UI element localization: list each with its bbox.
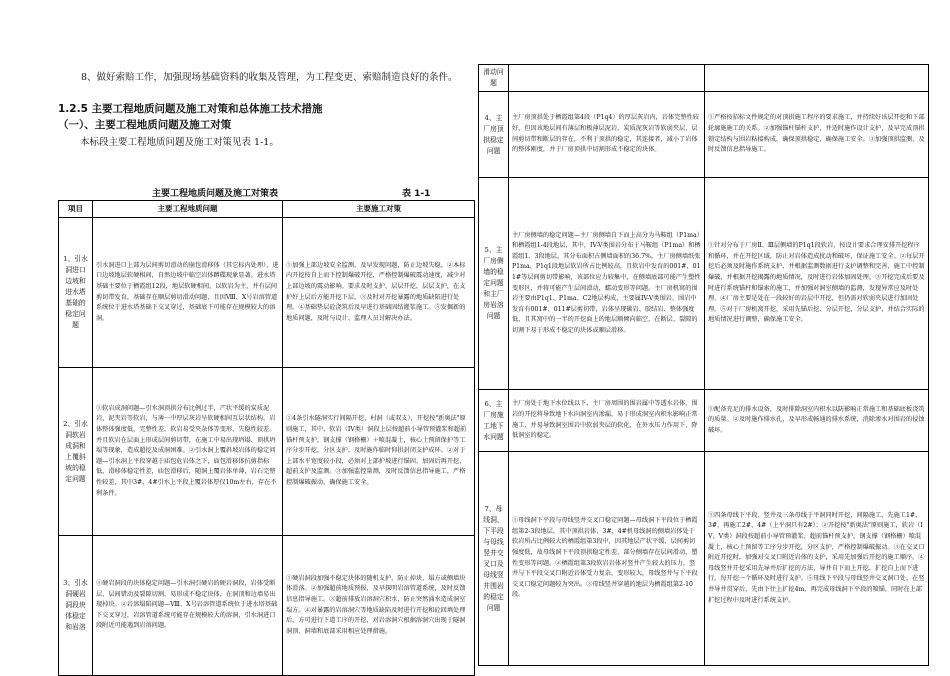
row-measure: ①硬岩洞段加强不稳定块体的随机支护，防止掉块、塌方或侧墙块体滑落。②加强超前地质预报，及早探明岩溶管道系统，及时反馈信息指导施工。③超前排放岩溶洞穴积水，防止突然涌水造成洞室塌方。④对暴露的岩溶洞穴等地质缺陷及时进行开挖和砼回填处理后，方可进行下道工序的开挖，对岩溶洞穴根据溶洞穴出现于隧洞洞顶、洞墙和底部采用相应处理措施。 — [283, 536, 475, 676]
row-problem: 引水洞进口上部为层间剪切滑动的崩包滑移体（其它标内处理），进口边坡地层软硬相间，自然边坡中临空岩体蹲碟现象显著。进水塔基础主要位于栖霞组12段，地层软硬相间，以软岩为主，并有层间剪切带发育，基础存在顺层剪切滑动问题，且因Ⅷ、X号岩溶管道系统位于进水塔基础下交叉穿过，基础底下可能存在规模较大的溶洞。 — [93, 218, 283, 368]
table-row — [479, 178, 929, 390]
table-number: 表 1-1 — [402, 189, 431, 199]
row-measure: ①配备充足的排水设备，及时排除洞室内积水以防影响正常施工和基础底板浇筑的质量。②及时施作排水孔，及早形成畅通的排水系统，消除渗水对围岩的侵蚀破坏。 — [705, 390, 929, 452]
row-item: 3、引水洞硬岩洞段块体稳定和岩溶 — [59, 536, 93, 676]
body-paragraph: 本标段主要工程地质问题及施工对策见表 1-1。 — [80, 137, 279, 148]
row-problem: 主厂房侧墙的稳定问题—主厂房侧墙自下而上高分为马鞍组（P1ma）和栖霞组1-4段地层，其中，IV-V类围岩分布于马鞍组（P1ma）和栖霞组1、3段地层，其分布面积占侧墙面积的36.7%。主厂房侧墙纸张P1ma、P1q1段地层软岩所占比例较高，且软岩中发育的001#、011#等层间剪切带影响，该部位应力较集中，在侧墙底部可能产生塑性变形区，并将可能产生层间滑动，蠕动变形等问题。主厂房机窝的围岩主要由P1q1、P1ma、C2地层构成，主要属IV-V类围岩，围岩中发育有001#、011#层剪切带，岩体呈现碳岩、胶结岩、整体强度低，且其窝中的一半的开挖面上的地层顺倾向临空，在断层、裂隙的切割下易于形成不稳定的块体或顺层滑移。 — [509, 178, 705, 390]
row-problem: ①软岩成洞问题—引水洞顶拱分布比例过半，产状平缓的炭质泥岩，泥夹岩等软岩，与薄一中厚层灰岩呈软硬相间互层状结构，岩体整体强度低，完整性差，软岩易受夹杂体等变形、失稳性较差。并且软岩在层面上形成层间剪切带，在施工中易出现坍塌、顶拱坍塌等现象，造成超挖及成洞困难。②引水洞上覆斜坡岩体的稳定问题—引水洞上平段穿越于庙包危岩体之下，庙包滑移体抗剪指标低，滑移体稳定性差，庙包滑移后，随洞上覆岩体单薄，岩石完整性较差，其中3#、4#引水上平段上覆岩体厚仅10m左右，存在不利条件。 — [93, 368, 283, 536]
row-problem — [509, 65, 705, 92]
row-measure: ①加强上部边坡安全监测，及早发现问题，防止边坡失稳。②本标内开挖按自上而下控制爆破开挖，严格控制爆破震动速度，减少对上部边坡的震动影响。要求及时支护，层层开挖，层层支护，在支护好上层后方能开挖下层。③及时对开挖暴露的地质缺陷进行处理。④基础垫层砼浇筑后及早进行基础固结灌浆施工。⑤发掘新的地质问题，及时与设计、监理人员讨解决办法。 — [283, 218, 475, 368]
row-measure: ①针对分布于厂房Ⅱ、Ⅲ层侧墙的P1q1段软岩，按设计要求合理安排开挖程序和循环，并在开挖区域，防止对岩体造成扰动和破坏，保证施工安全。②每层开挖后必须及时施作系统支护，并根据监测数据进行支护调整和完善，施工中控制爆破，并根据开挖揭露的地质情况，及时进行岩体加固处理。③开挖完成后要及时进行系统锚杆和锚索的施工，并加强对洞室侧墙的监测，发现异常应及时处理。④厂房主要是处在一段较好的岩层中开挖，但仍需对软弱夹层进行加固处理。⑤对于厂房机窝开挖，采用先锚后挖、分层开挖、分层支护，并结合实际的地质情况进行调整，确保施工安全。 — [705, 178, 929, 390]
row-measure — [705, 65, 929, 92]
row-item: 2、引水洞软岩成洞和上覆斜坡的稳定问题 — [59, 368, 93, 536]
right-page — [478, 0, 950, 672]
table-row — [59, 218, 475, 368]
section-heading: 1.2.5 主要工程地质问题及施工对策和总体施工技术措施 — [58, 103, 323, 115]
row-item: 5、主厂房侧墙的稳定问题和主厂房岩溶问题 — [479, 178, 509, 390]
row-measure: ①4条引水隧洞实行间隔开挖，村洞（或双支），开挖按"新奥法"原则施工，其中，软岩（IV类）洞段上层按超前小导管预灌浆和超前锚杆预支护，钢支撑（钢格栅）＋喷混凝土，核心土预留保护等工序分步开挖，分区支护。及时施作临时仰拱封闭支护成环。②对于上部水平宽度较小段，必须对上部护坡进行锚固、加固后再开挖，超前支护及监测。③加强监控量测，及时反馈信息指导施工，严格控制爆破振动，确保施工安全。 — [283, 368, 475, 536]
row-measure: ①严格按招标文件规定的对顶拱施工程序的要求施工，并持续好该层开挖和下部轮廓施施工的关系。②加强锚杆锚杆支护，并适时施作设计支护，及早完成顶拱锁定结构与围岩粘接构成，确保顶拱稳定，确保施工安全。③加强顶拱监测，及时反馈信息指导施工。 — [705, 92, 929, 178]
row-item: 4、主厂房顶拱稳定问题 — [479, 92, 509, 178]
table-row — [59, 368, 475, 536]
row-measure: ①四条母线下平段、竖井及三条母线于平洞同时开挖，间隔施工，先施工1#、3#，再施工2#、4#（上平洞只有2#）；②开挖按"新奥法"原则施工，软岩（IV、V类）洞段按超前小导管预灌浆、超前锚杆预支护，钢支撑（钢格栅）喷混凝土，核心土预留等工序分步开挖，分区支护，严格控制爆破振动。③在交叉口附近开挖时，加强对交叉口附近岩体的支护，采用先加强后开挖的施工顺序。④母线竖井开挖采用先导井后扩挖的方法，导井自下而上开挖，扩挖自上而下进行，每开挖一个循环及时进行支护。⑤母线下平段与母线竖井交叉洞口处，在竖井导井贯穿后，先由下往上扩挖4m，再完成母线洞下平段的喷锚，同时在上部扩挖过程中及时进行系统支护。 — [705, 452, 929, 666]
row-item: 7、母线洞、下平段与母线竖井交叉口及母线竖井围岩的稳定问题 — [479, 452, 509, 666]
table-caption: 主要工程地质问题及施工对策表 — [152, 189, 279, 199]
row-item: 滑动问题 — [479, 65, 509, 92]
table-row — [59, 536, 475, 676]
table-row — [479, 65, 929, 92]
table-row — [479, 390, 929, 452]
subsection-heading: （一）、主要工程地质问题及施工对策 — [58, 119, 232, 131]
col-header-measure: 主要施工对策 — [283, 201, 475, 218]
table-row — [479, 92, 929, 178]
row-item: 1、引水洞进口边坡和进水塔基础的稳定问题 — [59, 218, 93, 368]
row-problem: ①硬岩洞段的块体稳定问题—引水洞引硬岩的硬岩洞段，岩体受断层、层间错动及裂隙切割，易形成不稳定块体，在洞顶和边墙易出现掉块。②岩溶塌陷问题—Ⅷ、X号岩溶管道系统位于进水塔基础下交叉穿过，岩溶管道系统可能存在规模较大的溶洞，引水洞进口段附近可能遇到岩溶问题。 — [93, 536, 283, 676]
col-header-item: 项目 — [59, 201, 93, 218]
row-problem: ①母线洞下平段与母线竖井交叉口稳定问题—母线洞下平段位于栖霞组第2-3段地层，其中顶拱岩体、3#、4#机母线洞的侧墙岩体处于软岩所占比例较大的栖霞组第3段中，因其地层产状平缓、层间剪切强度低，故母线洞下平段顶拱稳定性差，部分侧墙存在层间滑动、塑性变形等问题。②栖霞组第3段软岩岩体对竖井产生较大的压力，竖井与下平段交叉口附近岩体受力复杂，变形较大，母线竖井与下平段交叉口稳定问题较为突出。③母线竖井穿越的地层为栖霞组第2-10段。 — [509, 452, 705, 666]
row-problem: 主厂房处于地下水位线以下，主厂房周围的围岩属中等透水岩体，围岩的开挖将导致地下水向洞室内渗漏，易于形成洞室内积水影响正常施工，并易导致洞室围岩中软弱夹层的软化，在外水压力作用下，降低洞室的稳定。 — [509, 390, 705, 452]
row-item: 6、主厂房施工地下水问题 — [479, 390, 509, 452]
geology-table-right — [478, 64, 929, 666]
col-header-problem: 主要工程地质问题 — [93, 201, 283, 218]
table-row — [479, 452, 929, 666]
geology-table-left — [58, 200, 475, 676]
intro-paragraph: 8、做好索赔工作，加强现场基础资料的收集及管理，为工程变更、索赔制造良好的条件。 — [81, 72, 458, 83]
row-problem: 主厂房顶拱处于栖霞组第4段（P1q4）的厚层灰岩内，岩体完整性较好，但因该地层间有薄层和极薄层泥岩、炭质泥灰岩等软弱夹层，层间剪切带和断层的存在，不利于顶拱的稳定，其连接者，减小了岩体的整体刚度，并于厂房顶拱中切割形成不稳定的块体。 — [509, 92, 705, 178]
